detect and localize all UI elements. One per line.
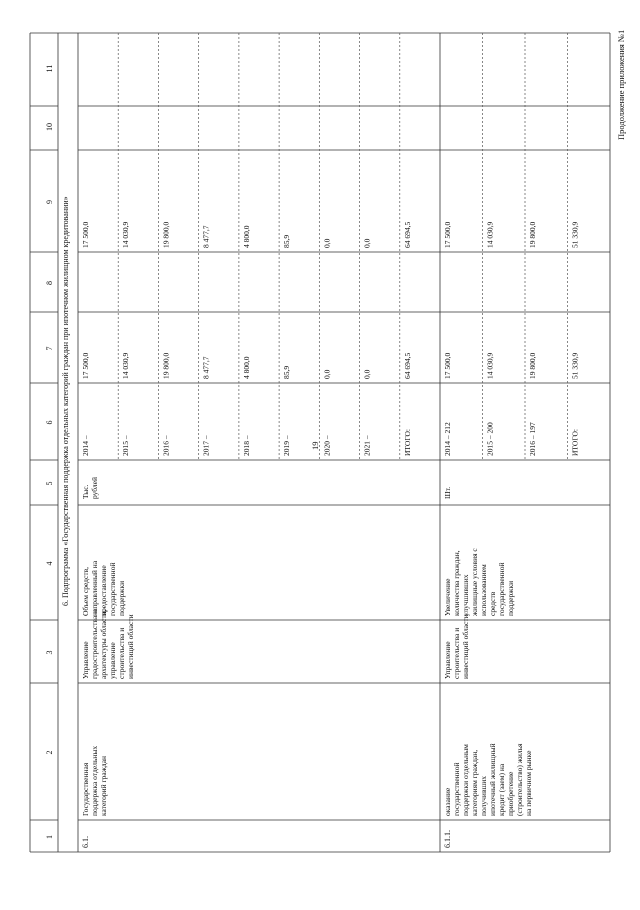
row-6-1-total-value: 8 477,7 [201,356,211,379]
row-6-1-1-name-line: получивших [479,775,488,816]
column-number-11: 11 [45,64,54,73]
row-6-1-name-line: Государственная [81,762,90,816]
row-6-1-total-value: 64 694,5 [402,352,412,379]
row-6-1-executor-line: управление [108,642,117,679]
appendix-note: Продолжение приложения №1 [616,29,626,140]
row-6-1-regional-value: 0,0 [362,238,372,248]
row-6-1-1-indicator-line: улучшивших [461,574,470,616]
row-6-1-period: 2021 – [362,435,372,456]
column-number-10: 10 [45,123,54,131]
column-number-3: 3 [45,650,54,655]
row-6-1-regional-value: 14 030,9 [121,221,131,248]
row-6-1-regional-value: 19 800,0 [161,221,171,248]
row-6-1-1-unit-line: Шт. [443,486,452,499]
row-6-1-regional-value: 64 694,5 [402,221,412,248]
column-number-6: 6 [45,420,54,425]
row-6-1-indicator-line: государственной [108,562,117,616]
row-6-1-period: 2016 – [161,435,171,456]
row-6-1-number: 6.1. [81,836,90,848]
row-6-1-executor-line: инвестиций области [126,614,135,679]
row-6-1-period: 2017 – [201,435,211,456]
row-6-1-1-indicator-line: государственной [497,562,506,616]
row-6-1-1-name-line: кредит (заем) на [497,763,506,816]
column-number-1: 1 [45,835,54,839]
column-number-7: 7 [45,346,54,351]
row-6-1-1-name-line: категориям граждан, [470,749,479,816]
row-6-1-total-value: 0,0 [362,369,372,379]
row-6-1-period: 2015 – [121,435,131,456]
row-6-1-indicator-line: направленный на [90,560,99,616]
row-6-1-name-line: поддержка отдельных [90,745,99,816]
column-number-5: 5 [45,481,54,486]
row-6-1-period: 2018 – [241,435,251,456]
row-6-1-unit-line: рублей [90,476,99,499]
row-6-1-executor-line: градостроительства и [90,609,99,679]
table-content [45,65,580,848]
row-6-1-1-executor-line: инвестиций области [461,614,470,679]
row-6-1-1-regional-value: 17 500,0 [443,221,452,248]
row-6-1-1-number: 6.1.1. [443,830,452,848]
row-6-1-1-total-value: 14 030,9 [485,352,495,379]
row-6-1-total-value: 19 800,0 [161,352,171,379]
page-number: 19 [310,441,320,450]
row-6-1-1-indicator-line: количества граждан, [452,550,461,616]
row-6-1-period: 2014 – [81,435,90,456]
row-6-1-total-value: 4 800,0 [241,356,251,379]
row-6-1-total-value: 85,9 [282,365,292,379]
row-6-1-1-total-value: 17 500,0 [443,352,452,379]
row-6-1-executor-line: архитектуры области, [99,609,108,679]
row-6-1-1-indicator-line: поддержки [506,580,515,616]
row-6-1-regional-value: 8 477,7 [201,225,211,248]
column-number-2: 2 [45,750,54,755]
row-6-1-regional-value: 0,0 [322,238,332,248]
row-6-1-1-executor-line: Управление [443,641,452,679]
row-6-1-executor-line: строительства и [117,627,126,679]
row-6-1-1-total-value: 51 330,9 [570,352,580,379]
column-number-8: 8 [45,281,54,285]
row-6-1-1-executor-line: строительства и [452,627,461,679]
row-6-1-unit-line: Тыс. [81,484,90,499]
row-6-1-total-value: 0,0 [322,369,332,379]
row-6-1-total-value: 14 030,9 [121,352,131,379]
row-6-1-1-indicator-line: жилищные условия с [470,548,479,616]
row-6-1-1-period: 2014 – 212 [443,422,452,456]
row-6-1-period: 2019 – [282,435,292,456]
row-6-1-1-regional-value: 14 030,9 [485,221,495,248]
row-6-1-1-period: 2016 – 197 [528,422,537,456]
row-6-1-name-line: категорий граждан [99,755,108,816]
row-6-1-1-name-line: на первичном рынке [524,750,533,816]
row-6-1-1-regional-value: 19 800,0 [528,221,537,248]
row-6-1-executor-line: Управление [81,641,90,679]
row-6-1-period: ИТОГО: [402,429,412,456]
row-6-1-regional-value: 85,9 [282,234,292,248]
row-6-1-1-indicator-line: использованием [479,564,488,616]
row-6-1-1-name-line: оказание [443,787,452,816]
row-6-1-period: 2020 – [322,435,332,456]
row-6-1-indicator-line: Объем средств, [81,566,90,616]
row-6-1-1-name-line: государственной [452,762,461,816]
row-6-1-1-indicator-line: Увеличение [443,578,452,616]
row-6-1-1-name-line: (строительство) жилья [515,743,524,816]
row-6-1-1-period: ИТОГО: [570,429,580,456]
column-number-9: 9 [45,200,54,204]
row-6-1-total-value: 17 500,0 [81,352,90,379]
row-6-1-1-name-line: поддержки отдельным [461,744,470,816]
row-6-1-1-total-value: 19 800,0 [528,352,537,379]
row-6-1-1-regional-value: 51 330,9 [570,221,580,248]
row-6-1-indicator-line: предоставление [99,565,108,616]
row-6-1-1-period: 2015 – 200 [485,422,495,456]
subprogram-title: 6. Подпрограмма «Государственная поддержка отдельных категорий граждан при ипотечном жилищном кредитовании» [61,196,70,606]
row-6-1-1-name-line: ипотечный жилищный [488,743,497,816]
table-grid [30,33,610,852]
row-6-1-1-name-line: приобретение [506,771,515,816]
row-6-1-regional-value: 17 500,0 [81,221,90,248]
column-number-4: 4 [45,561,54,566]
row-6-1-regional-value: 4 800,0 [241,225,251,248]
row-6-1-indicator-line: поддержки [117,580,126,616]
row-6-1-1-indicator-line: средств [488,591,497,616]
